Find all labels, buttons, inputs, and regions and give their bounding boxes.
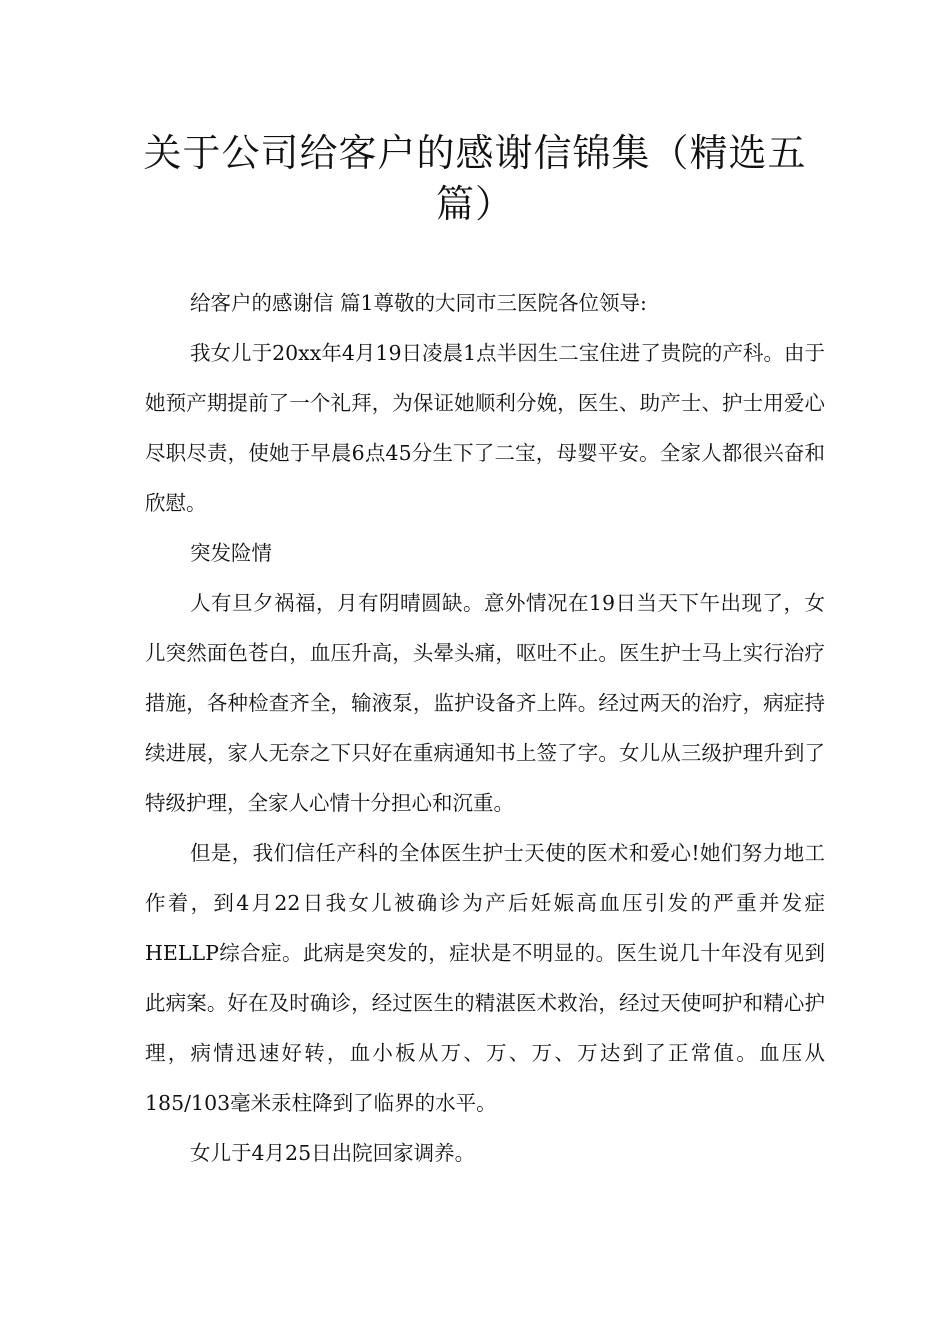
paragraph-birth: 我女儿于20xx年4月19日凌晨1点半因生二宝住进了贵院的产科。由于她预产期提前了一个礼拜，为保证她顺利分娩，医生、助产士、护士用爱心尽职尽责，使她于早晨6点45分生下了二宝，母婴平安。全家人都很兴奋和欣慰。 [145,341,825,515]
paragraph-diagnosis: 但是，我们信任产科的全体医生护士天使的医术和爱心!她们努力地工作着，到4月22日我女儿被确诊为产后妊娠高血压引发的严重并发症HELLP综合症。此病是突发的，症状是不明显的。医生说几十年没有见到此病案。好在及时确诊，经过医生的精湛医术救治，经过天使呵护和精心护理，病情迅速好转，血小板从万、万、万、万达到了正常值。血压从185/103毫米汞柱降到了临界的水平。 [145,841,825,1115]
paragraph-discharge: 女儿于4月25日出院回家调养。 [190,1141,476,1165]
document-body [145,278,825,1178]
document-title: 关于公司给客户的感谢信锦集（精选五篇） [143,131,807,226]
paragraph-emergency: 人有旦夕祸福，月有阴晴圆缺。意外情况在19日当天下午出现了，女儿突然面色苍白，血压升高，头晕头痛，呕吐不止。医生护士马上实行治疗措施，各种检查齐全，输液泵，监护设备齐上阵。经过两天的治疗，病症持续进展，家人无奈之下只好在重病通知书上签了字。女儿从三级护理升到了特级护理，全家人心情十分担心和沉重。 [145,591,825,815]
paragraph-salutation: 给客户的感谢信 篇1尊敬的大同市三医院各位领导: [190,291,647,315]
section-heading-emergency: 突发险情 [190,541,272,565]
